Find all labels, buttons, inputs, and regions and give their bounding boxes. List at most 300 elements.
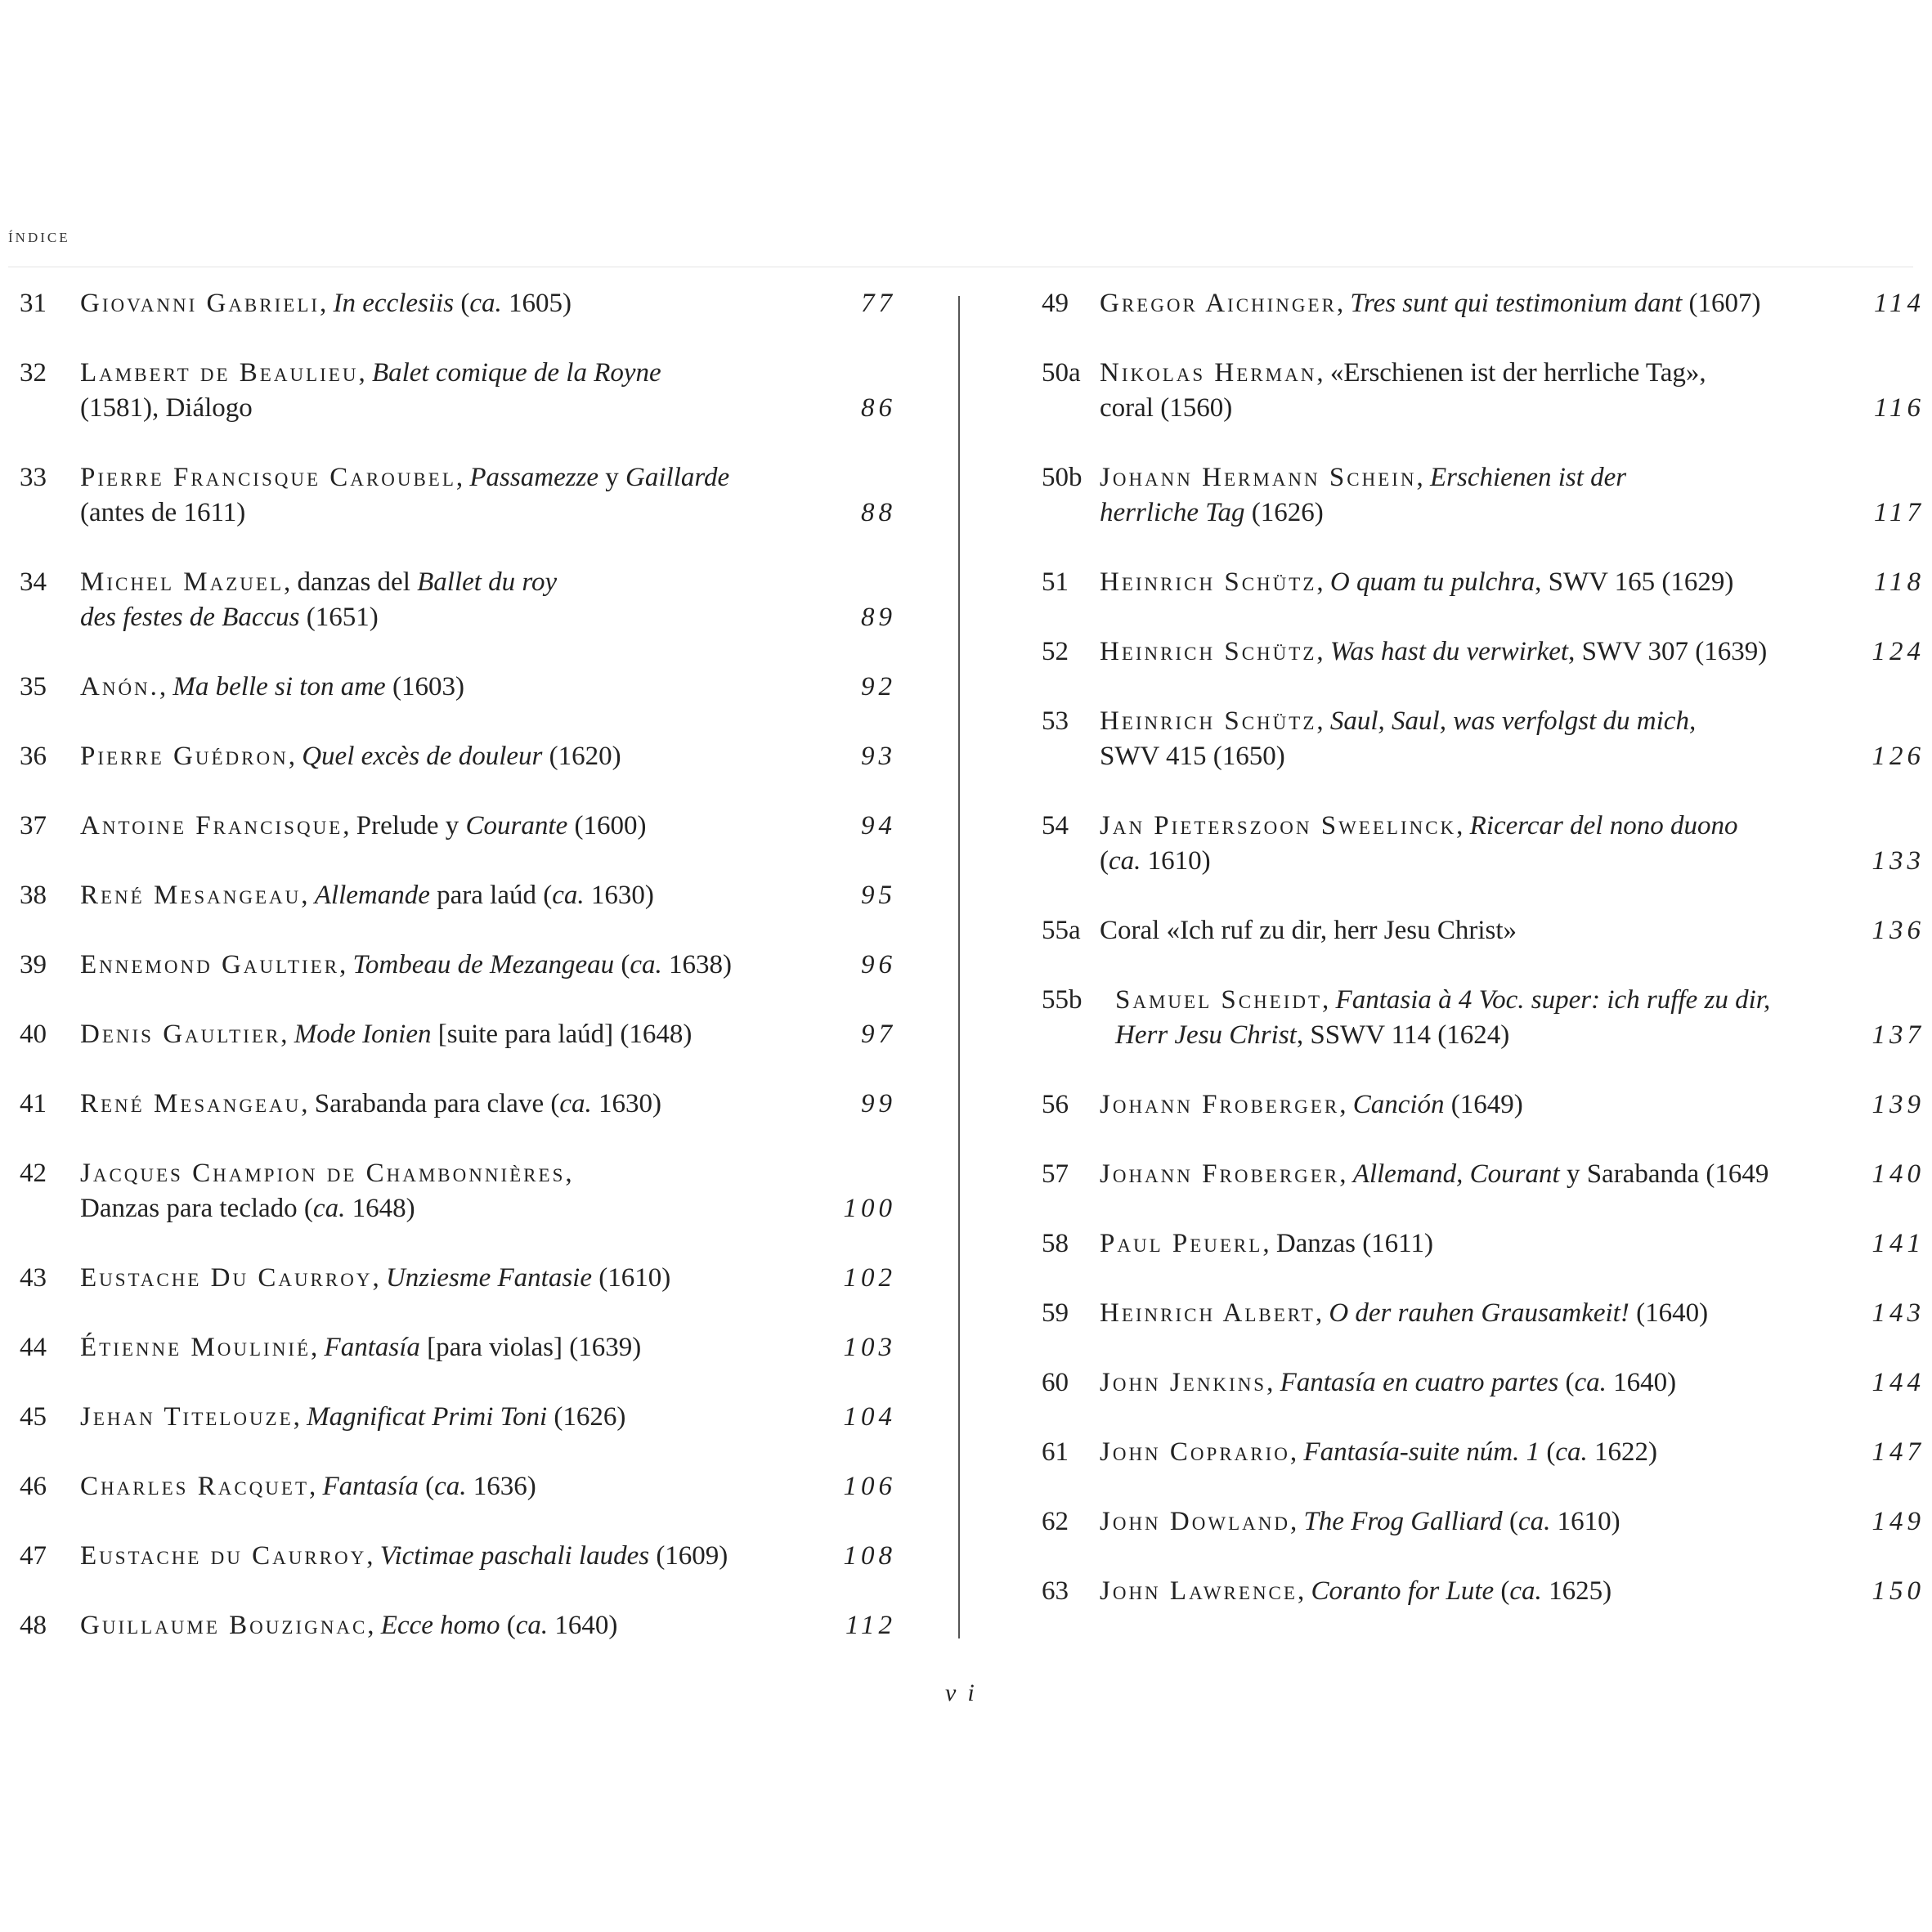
entry-text: , (339, 950, 353, 979)
work-title: des festes de Baccus (80, 603, 300, 632)
composer-name: Paul Peuerl (1100, 1229, 1263, 1258)
page-number: 86 (861, 393, 896, 423)
entry-number: 49 (1042, 289, 1069, 318)
composer-name: Ennemond Gaultier (80, 950, 340, 979)
entry-text: ( (1100, 846, 1109, 876)
entry-text: 1636) (466, 1472, 536, 1501)
entry-title-line (80, 739, 806, 774)
work-title: ca. (1517, 1507, 1551, 1536)
entry-title-line (80, 495, 806, 531)
entry-title-line (80, 460, 806, 495)
entry-title-line (1100, 391, 1818, 426)
work-title: Herr Jesu Christ (1115, 1020, 1297, 1050)
page-number: 116 (1873, 393, 1925, 423)
entry-text: (1620) (542, 742, 621, 771)
entry-number: 55a (1042, 916, 1081, 945)
work-title: Fantasía (322, 1472, 419, 1501)
entry-text: Coral «Ich ruf zu dir, herr Jesu Christ» (1100, 916, 1517, 945)
toc-left-column (20, 286, 896, 1678)
toc-entry (20, 1017, 896, 1087)
entry-text: , (311, 1333, 325, 1362)
work-title: Ballet du roy (417, 567, 558, 597)
entry-text: (1626) (1244, 498, 1324, 527)
composer-name: Jan Pieterszoon Sweelinck (1100, 811, 1457, 840)
page-number: 112 (845, 1611, 896, 1640)
toc-entry (1042, 913, 1925, 983)
entry-number: 62 (1042, 1507, 1069, 1536)
page-number: 137 (1871, 1020, 1925, 1050)
toc-entry (20, 809, 896, 878)
entry-title-line (80, 670, 806, 705)
toc-entry (1042, 286, 1925, 356)
entry-text: ( (500, 1611, 516, 1640)
entry-text: , (565, 1159, 572, 1188)
entry-text: ( (1558, 1368, 1575, 1397)
work-title: Gaillarde (625, 463, 730, 492)
entry-text: , (293, 1402, 307, 1432)
entry-text: , (1339, 1090, 1353, 1119)
toc-entry (20, 1608, 896, 1678)
entry-text: (1600) (567, 811, 647, 840)
entry-title (1100, 1087, 1818, 1123)
toc-entry (20, 670, 896, 739)
entry-text: [para violas] (1639) (419, 1333, 642, 1362)
entry-title-line (1100, 844, 1818, 879)
work-title: ca. (552, 881, 585, 910)
entry-title (80, 948, 806, 983)
page-number: 102 (843, 1263, 896, 1293)
entry-title (80, 1539, 806, 1574)
work-title: Fantasía (324, 1333, 420, 1362)
entry-text: , (1297, 1576, 1311, 1606)
composer-name: Eustache Du Caurroy (80, 1263, 373, 1293)
page-number: 144 (1871, 1368, 1925, 1397)
entry-title (80, 1330, 806, 1365)
entry-text: ( (454, 289, 470, 318)
entry-title (1100, 1504, 1818, 1540)
entry-title (1100, 809, 1818, 879)
entry-text: , (1315, 1298, 1329, 1328)
page-number: 108 (843, 1541, 896, 1571)
page-number: 88 (861, 498, 896, 527)
toc-entry (1042, 983, 1925, 1087)
toc-entry (1042, 460, 1925, 565)
toc-entry (20, 1469, 896, 1539)
entry-title-line (1100, 1504, 1818, 1540)
entry-text: y Sarabanda (1649 (1559, 1159, 1769, 1189)
entry-text: y (598, 463, 626, 492)
work-title: Fantasia à 4 Voc. super: ich ruffe zu dir, (1335, 985, 1771, 1015)
entry-number: 57 (1042, 1159, 1069, 1189)
entry-text: , (280, 1020, 294, 1049)
page-number: 95 (861, 881, 896, 910)
work-title: ca. (515, 1611, 549, 1640)
composer-name: Lambert de Beaulieu (80, 358, 359, 388)
entry-title (80, 565, 806, 635)
toc-entry (20, 1400, 896, 1469)
entry-text: Danzas para teclado ( (80, 1194, 313, 1223)
composer-name: Guillaume Bouzignac (80, 1611, 368, 1640)
entry-text: , (1339, 1159, 1353, 1189)
work-title: ca. (1555, 1437, 1588, 1467)
entry-title-line (80, 1261, 806, 1296)
entry-title (80, 286, 806, 321)
entry-text: (1609) (649, 1541, 728, 1571)
entry-title (80, 1400, 806, 1435)
work-title: Allemand, Courant (1352, 1159, 1560, 1189)
work-title: Victimae paschali laudes (379, 1541, 650, 1571)
composer-name: John Lawrence (1100, 1576, 1298, 1606)
work-title: In ecclesiis (333, 289, 455, 318)
entry-number: 36 (20, 742, 47, 771)
entry-title-line (1100, 1435, 1818, 1470)
entry-text: 1630) (584, 881, 654, 910)
composer-name: John Dowland (1100, 1507, 1290, 1536)
composer-name: Anón. (80, 672, 159, 702)
toc-entry (1042, 1087, 1925, 1157)
work-title: Mode Ionien (294, 1020, 432, 1049)
entry-text: , Sarabanda para clave ( (301, 1089, 560, 1118)
entry-title (80, 1608, 806, 1643)
work-title: Magnificat Primi Toni (307, 1402, 548, 1432)
entry-number: 51 (1042, 567, 1069, 597)
entry-number: 45 (20, 1402, 47, 1432)
toc-entry (1042, 1504, 1925, 1574)
composer-name: Jacques Champion de Chambonnières (80, 1159, 566, 1188)
entry-text: , (366, 1541, 380, 1571)
entry-text: SWV 415 (1650) (1100, 742, 1285, 771)
entry-text: para laúd ( (429, 881, 553, 910)
page-number: 140 (1871, 1159, 1925, 1189)
page-number: 139 (1871, 1090, 1925, 1119)
entry-title-line (1115, 983, 1818, 1018)
toc-entry (20, 1539, 896, 1608)
entry-number: 59 (1042, 1298, 1069, 1328)
entry-title (1100, 1435, 1818, 1470)
toc-entry (20, 460, 896, 565)
toc-entry (1042, 1226, 1925, 1296)
work-title: The Frog Galliard (1303, 1507, 1503, 1536)
work-title: herrliche Tag (1100, 498, 1245, 527)
entry-number: 61 (1042, 1437, 1069, 1467)
entry-number: 52 (1042, 637, 1069, 666)
work-title: Quel excès de douleur (302, 742, 543, 771)
work-title: Saul, Saul, was verfolgst du mich, (1329, 706, 1697, 736)
work-title: Ricercar del nono duono (1469, 811, 1738, 840)
toc-entry (1042, 1365, 1925, 1435)
entry-text: (1649) (1444, 1090, 1523, 1119)
composer-name: Denis Gaultier (80, 1020, 281, 1049)
work-title: Fantasía en cuatro partes (1280, 1368, 1559, 1397)
entry-number: 37 (20, 811, 47, 840)
entry-title (1115, 983, 1818, 1053)
entry-text: , (1316, 706, 1330, 736)
entry-title (80, 460, 806, 531)
entry-text: 1622) (1587, 1437, 1658, 1467)
entry-number: 35 (20, 672, 47, 702)
entry-number: 47 (20, 1541, 47, 1571)
entry-text: (antes de 1611) (80, 498, 246, 527)
entry-title-line (1100, 1296, 1818, 1331)
toc-entry (1042, 1157, 1925, 1226)
entry-text: 1625) (1541, 1576, 1612, 1606)
entry-title-line (80, 1017, 806, 1052)
entry-text: 1648) (345, 1194, 415, 1223)
toc-entry (1042, 809, 1925, 913)
entry-title-line (80, 286, 806, 321)
entry-text: , SSWV 114 (1624) (1296, 1020, 1510, 1050)
page-number: 100 (843, 1194, 896, 1223)
work-title: Passamezze (469, 463, 599, 492)
toc-entry (20, 286, 896, 356)
toc-entry (1042, 1296, 1925, 1365)
entry-text: (1651) (299, 603, 379, 632)
entry-text: (1610) (592, 1263, 671, 1293)
entry-number: 31 (20, 289, 47, 318)
entry-title-line (80, 948, 806, 983)
toc-entry (1042, 356, 1925, 460)
work-title: Courante (465, 811, 568, 840)
entry-text: , SWV 165 (1629) (1535, 567, 1734, 597)
toc-entry (20, 565, 896, 670)
entry-title (80, 670, 806, 705)
page-number: 92 (861, 672, 896, 702)
entry-text: , (1266, 1368, 1280, 1397)
toc-entry (1042, 1574, 1925, 1643)
entry-text: ( (1540, 1437, 1556, 1467)
entry-title-line (1100, 1365, 1818, 1401)
work-title: ca. (434, 1472, 467, 1501)
entry-title-line (80, 1087, 806, 1122)
entry-title (1100, 356, 1818, 426)
entry-text: , (159, 672, 173, 702)
composer-name: Johann Froberger (1100, 1159, 1340, 1189)
entry-text: , (1456, 811, 1470, 840)
entry-number: 55b (1042, 985, 1083, 1015)
entry-text: , (1336, 289, 1351, 318)
composer-name: Heinrich Schütz (1100, 637, 1317, 666)
composer-name: Michel Mazuel (80, 567, 285, 597)
entry-text: (1607) (1682, 289, 1761, 318)
entry-text: (1640) (1629, 1298, 1709, 1328)
entry-title-line (1100, 739, 1818, 774)
page-number: 147 (1871, 1437, 1925, 1467)
page-number: 143 (1871, 1298, 1925, 1328)
work-title: Ecce homo (380, 1611, 500, 1640)
entry-text: [suite para laúd] (1648) (431, 1020, 693, 1049)
entry-text: ( (614, 950, 630, 979)
entry-title-line (80, 565, 806, 600)
composer-name: Heinrich Albert (1100, 1298, 1316, 1328)
entry-number: 38 (20, 881, 47, 910)
entry-text: ( (418, 1472, 435, 1501)
entry-text: 1610) (1141, 846, 1211, 876)
entry-title-line (80, 1330, 806, 1365)
composer-name: Johann Hermann Schein (1100, 463, 1417, 492)
entry-title-line (1100, 704, 1818, 739)
entry-title (80, 1087, 806, 1122)
entry-text: , SWV 307 (1639) (1568, 637, 1768, 666)
work-title: O quam tu pulchra (1329, 567, 1535, 597)
entry-text: (1603) (385, 672, 464, 702)
entry-number: 53 (1042, 706, 1069, 736)
composer-name: Giovanni Gabrieli (80, 289, 321, 318)
entry-text: (1581), Diálogo (80, 393, 253, 423)
entry-title-line (1115, 1018, 1818, 1053)
page-number: 126 (1871, 742, 1925, 771)
composer-name: Johann Froberger (1100, 1090, 1340, 1119)
page-number: 124 (1871, 637, 1925, 666)
work-title: Tres sunt qui testimonium dant (1350, 289, 1683, 318)
composer-name: Étienne Moulinié (80, 1333, 312, 1362)
work-title: Allemande (314, 881, 430, 910)
entry-text: ( (1502, 1507, 1518, 1536)
entry-number: 56 (1042, 1090, 1069, 1119)
composer-name: John Jenkins (1100, 1368, 1267, 1397)
entry-text: 1605) (501, 289, 572, 318)
entry-title (80, 356, 806, 426)
entry-text: , (1316, 637, 1330, 666)
work-title: Erschienen ist der (1430, 463, 1627, 492)
entry-title-line (1100, 1574, 1818, 1609)
entry-text: , (372, 1263, 386, 1293)
entry-title-line (80, 1539, 806, 1574)
entry-text: 1610) (1550, 1507, 1620, 1536)
entry-title (1100, 286, 1818, 321)
composer-name: Pierre Guédron (80, 742, 289, 771)
composer-name: Eustache du Caurroy (80, 1541, 367, 1571)
entry-text: , (288, 742, 303, 771)
toc-entry (20, 948, 896, 1017)
composer-name: Nikolas Herman (1100, 358, 1317, 388)
entry-number: 63 (1042, 1576, 1069, 1606)
entry-number: 48 (20, 1611, 47, 1640)
entry-text: , danzas del (284, 567, 418, 597)
page-number: 96 (861, 950, 896, 979)
entry-title-line (1100, 356, 1818, 391)
toc-right-column (1042, 286, 1925, 1643)
entry-number: 60 (1042, 1368, 1069, 1397)
entry-title (80, 739, 806, 774)
page-number: 94 (861, 811, 896, 840)
page-folio: vi (945, 1679, 986, 1706)
page-number: 136 (1871, 916, 1925, 945)
entry-title-line (1100, 286, 1818, 321)
entry-text: , (358, 358, 372, 388)
work-title: Unziesme Fantasie (385, 1263, 592, 1293)
work-title: Tombeau de Mezangeau (352, 950, 615, 979)
composer-name: Pierre Francisque Caroubel (80, 463, 456, 492)
page-number: 104 (843, 1402, 896, 1432)
entry-title-line (1100, 1087, 1818, 1123)
composer-name: René Mesangeau (80, 1089, 302, 1118)
page-number: 150 (1871, 1576, 1925, 1606)
composer-name: Heinrich Schütz (1100, 706, 1317, 736)
entry-number: 46 (20, 1472, 47, 1501)
work-title: ca. (1574, 1368, 1607, 1397)
toc-entry (1042, 634, 1925, 704)
work-title: ca. (630, 950, 662, 979)
page-number: 114 (1873, 289, 1925, 318)
work-title: Fantasía-suite núm. 1 (1303, 1437, 1540, 1467)
composer-name: Charles Racquet (80, 1472, 309, 1501)
entry-text: coral (1560) (1100, 393, 1233, 423)
entry-title (1100, 1365, 1818, 1401)
entry-title-line (1100, 1157, 1818, 1192)
composer-name: Samuel Scheidt (1115, 985, 1323, 1015)
page-number: 77 (861, 289, 896, 318)
work-title: ca. (559, 1089, 592, 1118)
entry-text: , Prelude y (343, 811, 466, 840)
entry-number: 42 (20, 1159, 47, 1188)
composer-name: Jehan Titelouze (80, 1402, 294, 1432)
entry-title-line (80, 809, 806, 844)
toc-entry (20, 1087, 896, 1156)
entry-text: 1640) (548, 1611, 618, 1640)
toc-entry (20, 1156, 896, 1261)
entry-title-line (1100, 565, 1818, 600)
composer-name: René Mesangeau (80, 881, 302, 910)
entry-text: , (367, 1611, 381, 1640)
entry-number: 54 (1042, 811, 1069, 840)
page-number: 118 (1873, 567, 1925, 597)
entry-title (80, 878, 806, 913)
entry-number: 34 (20, 567, 47, 597)
entry-text: , (320, 289, 334, 318)
page-number: 141 (1871, 1229, 1925, 1258)
composer-name: Gregor Aichinger (1100, 289, 1337, 318)
work-title: Ma belle si ton ame (173, 672, 386, 702)
work-title: Was hast du verwirket (1329, 637, 1569, 666)
entry-title-line (80, 1191, 806, 1226)
entry-title (1100, 460, 1818, 531)
entry-title-line (1100, 913, 1818, 948)
entry-number: 50b (1042, 463, 1083, 492)
composer-name: John Coprario (1100, 1437, 1290, 1467)
entry-text: ( (1494, 1576, 1510, 1606)
entry-text: , Danzas (1611) (1262, 1229, 1433, 1258)
entry-title-line (1100, 634, 1818, 670)
page-number: 117 (1873, 498, 1925, 527)
work-title: ca. (312, 1194, 346, 1223)
entry-text: 1638) (661, 950, 733, 979)
entry-title-line (80, 1608, 806, 1643)
toc-entry (20, 1261, 896, 1330)
entry-title-line (1100, 460, 1818, 495)
entry-title-line (80, 391, 806, 426)
entry-title-line (80, 1400, 806, 1435)
toc-entry (20, 878, 896, 948)
entry-text: , (1416, 463, 1431, 492)
column-divider (958, 296, 960, 1638)
page-number: 97 (861, 1020, 896, 1049)
entry-title-line (80, 878, 806, 913)
page-number: 103 (843, 1333, 896, 1362)
entry-text: , «Erschienen ist der herrliche Tag», (1316, 358, 1706, 388)
work-title: ca. (1109, 846, 1141, 876)
entry-number: 41 (20, 1089, 47, 1118)
entry-title-line (1100, 809, 1818, 844)
work-title: ca. (469, 289, 502, 318)
entry-title (80, 1156, 806, 1226)
entry-title-line (1100, 495, 1818, 531)
entry-text: , (1289, 1437, 1304, 1467)
page-number: 149 (1871, 1507, 1925, 1536)
entry-number: 58 (1042, 1229, 1069, 1258)
work-title: ca. (1509, 1576, 1542, 1606)
entry-text: 1640) (1606, 1368, 1677, 1397)
entry-number: 39 (20, 950, 47, 979)
